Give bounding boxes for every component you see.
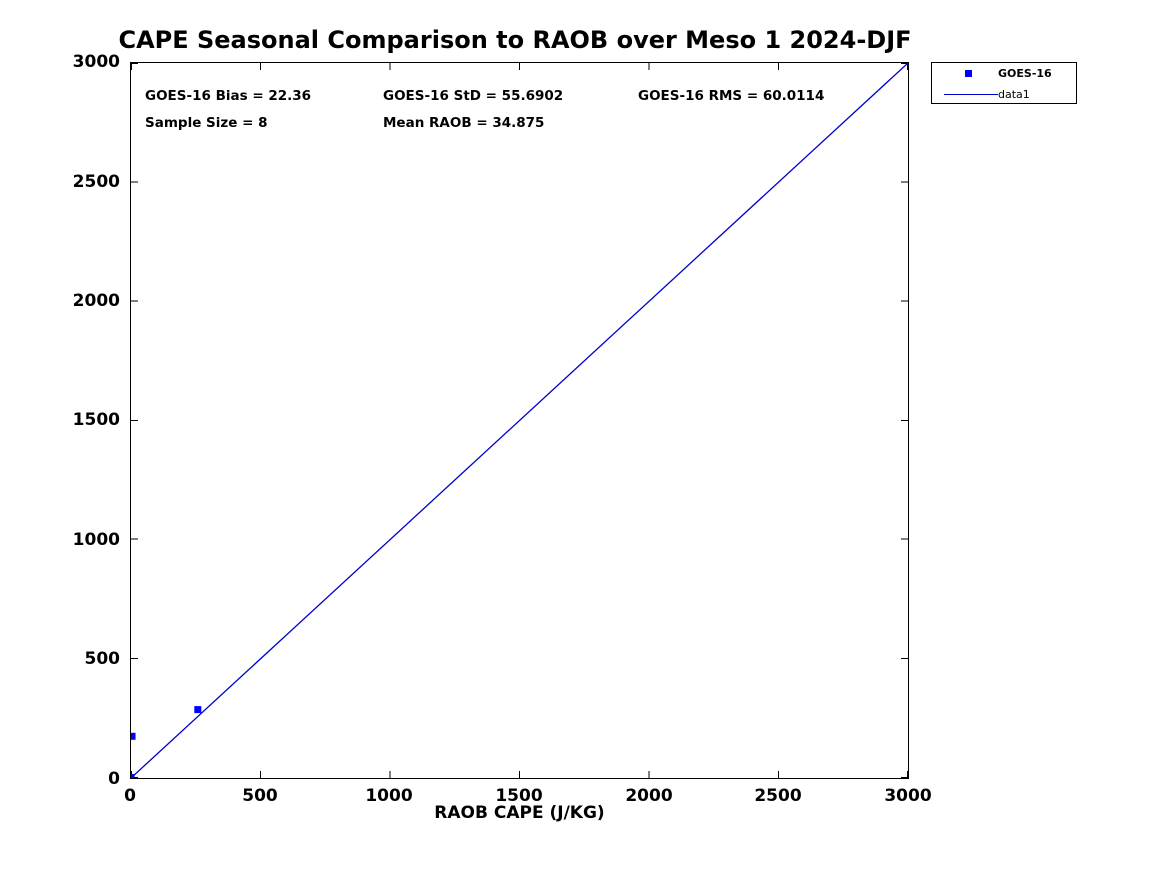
square-marker-icon	[965, 70, 972, 77]
legend-label-goes16: GOES-16	[998, 67, 1052, 80]
series-scatter-goes16	[131, 706, 201, 778]
x-axis-label: RAOB CAPE (J/KG)	[434, 803, 605, 823]
line-marker-icon	[944, 94, 998, 95]
plot-canvas	[131, 63, 908, 778]
x-tick-label-3000: 3000	[884, 786, 932, 806]
x-tick-label-0: 0	[124, 786, 136, 806]
x-tick-label-1500: 1500	[495, 786, 543, 806]
legend-line-sample	[940, 84, 998, 105]
data-point	[131, 774, 135, 778]
x-tick-label-500: 500	[242, 786, 278, 806]
chart-legend[interactable]	[931, 62, 1077, 104]
annotation-mean-raob: Mean RAOB = 34.875	[383, 115, 545, 131]
x-tick-label-2500: 2500	[754, 786, 802, 806]
legend-entry-goes16[interactable]	[932, 63, 1076, 84]
y-tick-label-0: 0	[108, 769, 120, 789]
y-tick-label-3000: 3000	[72, 52, 120, 72]
plot-inner	[131, 63, 908, 778]
y-tick-label-2500: 2500	[72, 172, 120, 192]
data-point	[194, 706, 201, 713]
data-point	[131, 733, 136, 740]
plot-area	[130, 62, 909, 779]
x-tick-label-1000: 1000	[365, 786, 413, 806]
y-tick-label-1500: 1500	[72, 410, 120, 430]
legend-label-data1: data1	[998, 88, 1030, 101]
chart-title: CAPE Seasonal Comparison to RAOB over Meso 1 2024-DJF	[118, 26, 912, 54]
series-line-data1	[131, 63, 908, 778]
annotation-sample-size: Sample Size = 8	[145, 115, 268, 131]
annotation-bias: GOES-16 Bias = 22.36	[145, 88, 312, 104]
y-tick-label-500: 500	[84, 649, 120, 669]
annotation-rms: GOES-16 RMS = 60.0114	[638, 88, 825, 104]
y-tick-label-1000: 1000	[72, 530, 120, 550]
legend-marker-sample	[940, 63, 998, 84]
x-tick-label-2000: 2000	[625, 786, 673, 806]
legend-entry-data1[interactable]	[932, 84, 1076, 105]
y-tick-label-2000: 2000	[72, 291, 120, 311]
annotation-std: GOES-16 StD = 55.6902	[383, 88, 564, 104]
